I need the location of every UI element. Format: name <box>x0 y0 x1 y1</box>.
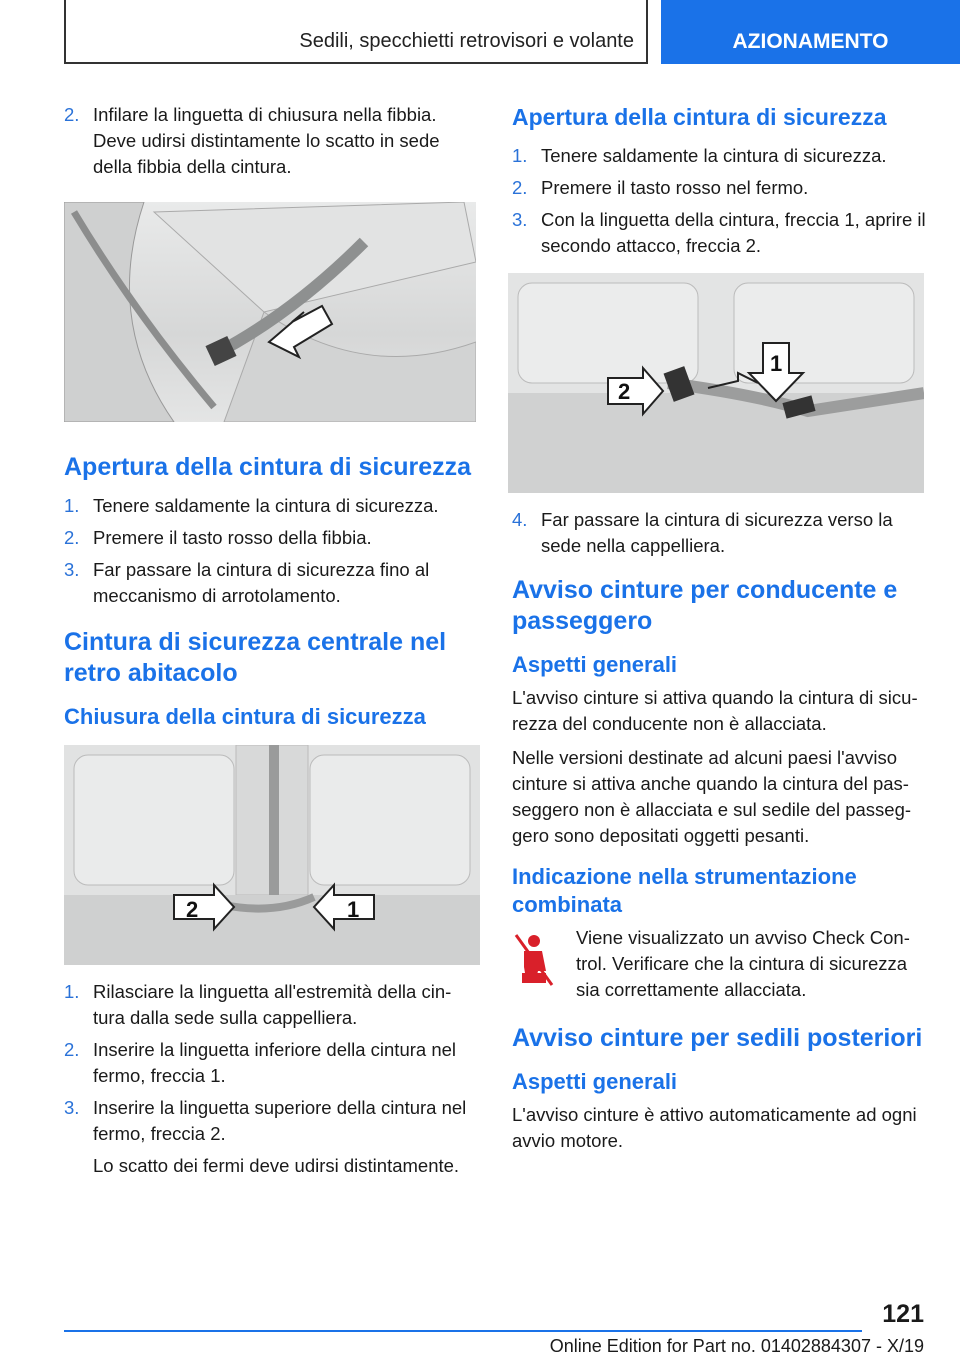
step-text: Far passare la cintura di sicurezza verso la sede nella cappelliera. <box>541 509 893 556</box>
image-front-seat-buckle <box>64 202 476 422</box>
heading-aspetti-2: Aspetti generali <box>512 1069 678 1094</box>
arrow-label-1: 1 <box>347 897 360 922</box>
footer-divider <box>64 1330 862 1332</box>
image-rear-belt-release <box>508 273 924 493</box>
list-item <box>64 525 480 551</box>
step-number: 4. <box>512 509 528 530</box>
list-item <box>512 207 930 259</box>
step-text: Infilare la linguetta di chiusura nella fibbia. Deve udirsi distintamente lo scatto in sede della fibbia della cintura. <box>93 104 440 177</box>
section-title: Sedili, specchietti retrovisori e volante <box>299 30 634 52</box>
header-frame <box>64 0 648 64</box>
step-text: Tenere saldamente la cintura di sicurezza. <box>541 145 887 166</box>
step-number: 3. <box>64 1097 80 1118</box>
rear-belt-illustration <box>508 273 924 493</box>
list-apertura <box>64 493 480 609</box>
heading-apertura-right: Apertura della cintura di sicurezza <box>512 104 887 130</box>
step-number: 1. <box>64 981 80 1002</box>
heading-apertura: Apertura della cintura di sicurezza <box>64 453 472 481</box>
warning-row <box>512 925 930 1003</box>
step-text: Premere il tasto rosso della fibbia. <box>93 527 372 548</box>
step-text: Rilasciare la linguetta all'estremità della cin-tura dalla sede sulla cappelliera. <box>93 981 452 1028</box>
step-number: 1. <box>64 495 80 516</box>
heading-aspetti-1: Aspetti generali <box>512 652 678 677</box>
step-text: Far passare la cintura di sicurezza fino al meccanismo di arrotolamento. <box>93 559 430 606</box>
heading-posteriori: Avviso cinture per sedili posteriori <box>512 1024 923 1052</box>
heading-chiusura: Chiusura della cintura di sicurezza <box>64 704 426 729</box>
edition-footer: Online Edition for Part no. 01402884307 - X/19 <box>549 1336 924 1356</box>
list-item <box>64 557 480 609</box>
rear-seat-illustration <box>64 745 480 965</box>
list-item <box>512 175 930 201</box>
list-chiusura <box>64 979 480 1179</box>
seatbelt-warning-icon <box>512 925 576 1003</box>
left-column <box>64 102 480 1185</box>
image-rear-center-belt <box>64 745 480 965</box>
list-item <box>512 143 930 169</box>
step-number: 2. <box>64 527 80 548</box>
arrow-label-1: 1 <box>770 351 783 376</box>
chapter-tab-label: AZIONAMENTO <box>732 30 889 53</box>
step-number: 2. <box>512 177 528 198</box>
step-text: Inserire la linguetta superiore della cintura nel fermo, freccia 2. <box>93 1097 467 1144</box>
step-number: 3. <box>512 209 528 230</box>
front-seat-illustration <box>64 202 476 422</box>
list-item <box>64 493 480 519</box>
step-text: Con la linguetta della cintura, freccia 1, aprire il secondo attacco, freccia 2. <box>541 209 926 256</box>
chapter-tab[interactable] <box>661 0 960 64</box>
step-number: 2. <box>64 1039 80 1060</box>
list-apertura-right <box>512 143 930 259</box>
paragraph-avviso-2: Nelle versioni destinate ad alcuni paesi l'avviso cinture si attiva anche quando la cintura del pas-seggero non è allacciata e sul sedile del passeg-gero sono depositati oggetti pesanti. <box>512 747 912 846</box>
step-number: 2. <box>64 104 80 125</box>
step-number: 1. <box>512 145 528 166</box>
heading-avviso: Avviso cinture per conducente e passeggero <box>512 576 898 635</box>
heading-indicazione: Indicazione nella strumentazione combinata <box>512 864 857 917</box>
right-column <box>512 102 930 1162</box>
paragraph-posteriori: L'avviso cinture è attivo automaticamente ad ogni avvio motore. <box>512 1104 917 1151</box>
step-text: Premere il tasto rosso nel fermo. <box>541 177 809 198</box>
list-item <box>64 1037 480 1089</box>
arrow-label-2: 2 <box>186 897 199 922</box>
arrow-label-2: 2 <box>618 379 631 404</box>
page-number: 121 <box>882 1300 924 1328</box>
paragraph-avviso-1: L'avviso cinture si attiva quando la cintura di sicu-rezza del conducente non è allacciata. <box>512 687 918 734</box>
heading-centrale: Cintura di sicurezza centrale nel retro abitacolo <box>64 628 447 687</box>
list-item <box>64 1095 480 1147</box>
step-text: Inserire la linguetta inferiore della cintura nel fermo, freccia 1. <box>93 1039 457 1086</box>
list-item <box>64 102 480 180</box>
list-item <box>512 507 930 559</box>
warning-text: Viene visualizzato un avviso Check Con-trol. Verificare che la cintura di sicurezza sia correttamente allacciata. <box>576 927 910 1000</box>
step-note: Lo scatto dei fermi deve udirsi distintamente. <box>93 1155 460 1176</box>
step-number: 3. <box>64 559 80 580</box>
list-item <box>64 979 480 1031</box>
step-text: Tenere saldamente la cintura di sicurezza. <box>93 495 439 516</box>
